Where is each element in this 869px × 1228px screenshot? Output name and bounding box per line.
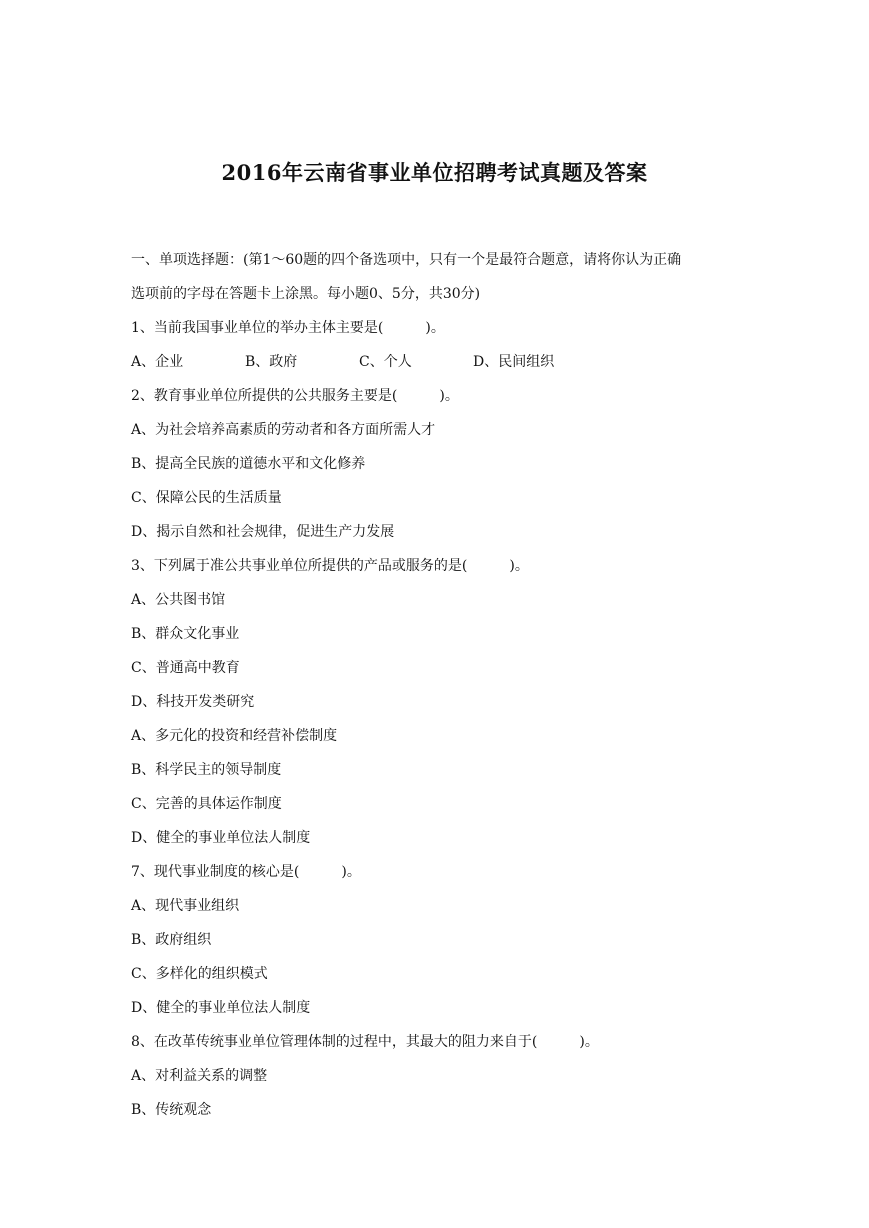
unnumbered-option-b: B、科学民主的领导制度 xyxy=(131,762,282,778)
section-intro-line-1: 一、单项选择题：(第1～60题的四个备选项中，只有一个是最符合题意，请将你认为正确 xyxy=(131,252,682,268)
question-7-option-c: C、多样化的组织模式 xyxy=(131,966,268,982)
question-7-option-d: D、健全的事业单位法人制度 xyxy=(131,1000,311,1016)
question-2-option-a: A、为社会培养高素质的劳动者和各方面所需人才 xyxy=(131,422,436,438)
question-1-option-d: D、民间组织 xyxy=(473,354,555,370)
question-2-option-b: B、提高全民族的道德水平和文化修养 xyxy=(131,456,366,472)
question-1-option-b: B、政府 xyxy=(245,354,298,370)
section-intro-line-2: 选项前的字母在答题卡上涂黑。每小题0、5分，共30分) xyxy=(131,286,481,302)
unnumbered-option-d: D、健全的事业单位法人制度 xyxy=(131,830,311,846)
question-8-stem: 8、在改革传统事业单位管理体制的过程中，其最大的阻力来自于( )。 xyxy=(131,1034,599,1050)
question-7-option-b: B、政府组织 xyxy=(131,932,212,948)
question-2-stem: 2、教育事业单位所提供的公共服务主要是( )。 xyxy=(131,388,459,404)
question-3-option-b: B、群众文化事业 xyxy=(131,626,240,642)
question-8-option-a: A、对利益关系的调整 xyxy=(131,1068,268,1084)
question-7-option-a: A、现代事业组织 xyxy=(131,898,240,914)
question-1-option-a: A、企业 xyxy=(131,354,184,370)
question-3-option-d: D、科技开发类研究 xyxy=(131,694,255,710)
unnumbered-option-a: A、多元化的投资和经营补偿制度 xyxy=(131,728,338,744)
document-body xyxy=(131,243,751,1127)
question-1-stem: 1、当前我国事业单位的举办主体主要是( )。 xyxy=(131,320,445,336)
question-3-stem: 3、下列属于准公共事业单位所提供的产品或服务的是( )。 xyxy=(131,558,529,574)
question-1-options xyxy=(131,345,751,379)
unnumbered-option-c: C、完善的具体运作制度 xyxy=(131,796,282,812)
question-3-option-a: A、公共图书馆 xyxy=(131,592,226,608)
question-8-option-b: B、传统观念 xyxy=(131,1102,212,1118)
question-7-stem: 7、现代事业制度的核心是( )。 xyxy=(131,864,361,880)
question-2-option-c: C、保障公民的生活质量 xyxy=(131,490,282,506)
question-2-option-d: D、揭示自然和社会规律，促进生产力发展 xyxy=(131,524,395,540)
question-1-option-c: C、个人 xyxy=(359,354,412,370)
document-title: 2016年云南省事业单位招聘考试真题及答案 xyxy=(221,160,648,185)
question-3-option-c: C、普通高中教育 xyxy=(131,660,240,676)
